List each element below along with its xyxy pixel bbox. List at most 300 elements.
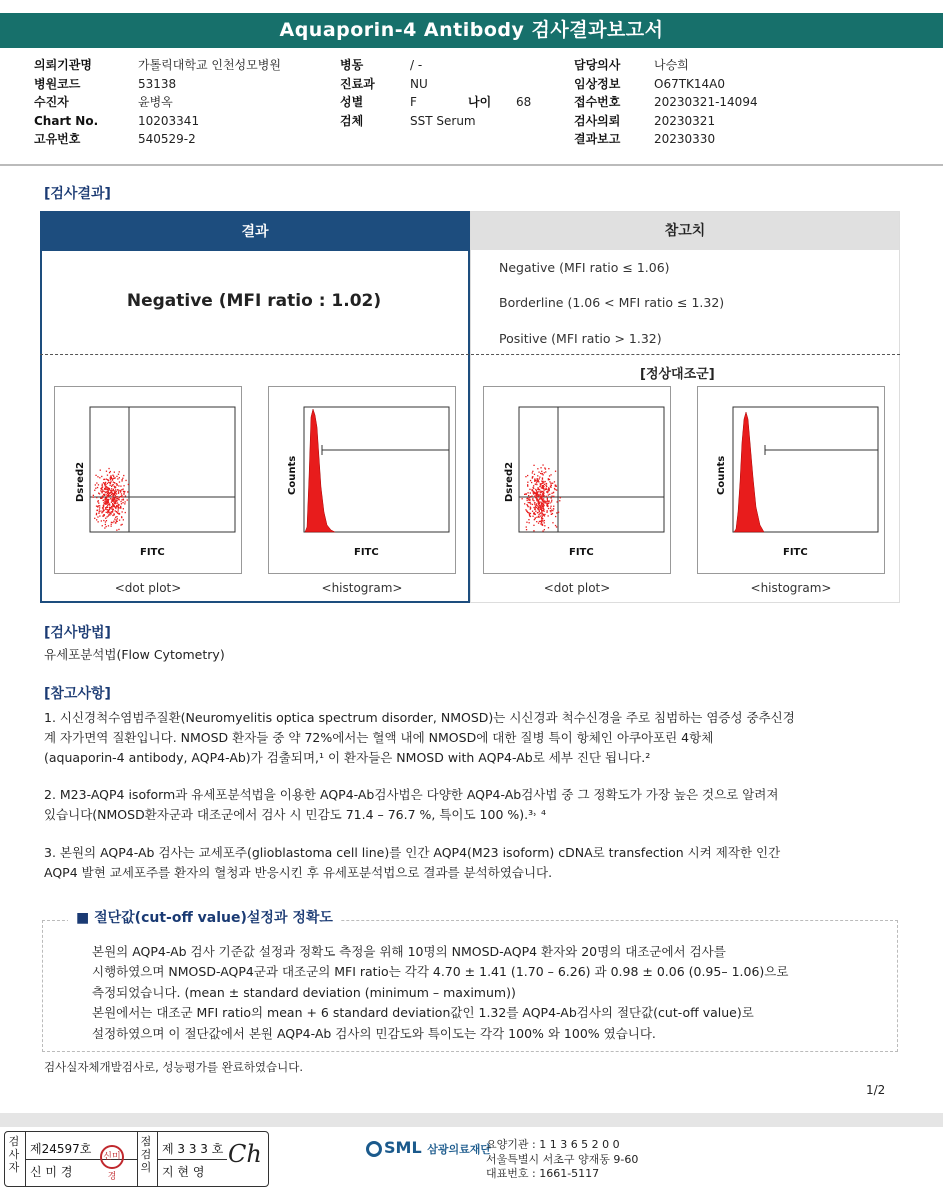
dot bbox=[525, 476, 526, 477]
dot bbox=[535, 480, 536, 481]
checker-number: 제 3 3 3 호 bbox=[162, 1142, 224, 1156]
dot bbox=[118, 507, 119, 508]
report-title: Aquaporin-4 Antibody 검사결과보고서 bbox=[0, 13, 943, 48]
dot bbox=[527, 500, 528, 501]
dot bbox=[116, 520, 117, 521]
dot bbox=[109, 482, 110, 483]
dot bbox=[99, 493, 100, 494]
histogram-peak bbox=[734, 412, 764, 532]
dot bbox=[548, 494, 549, 495]
dot bbox=[531, 490, 532, 491]
dot bbox=[99, 515, 100, 516]
dot bbox=[105, 518, 106, 519]
dot bbox=[120, 490, 121, 491]
dot bbox=[532, 477, 533, 478]
dot bbox=[553, 492, 554, 493]
dot bbox=[116, 491, 117, 492]
dot bbox=[540, 483, 541, 484]
dot bbox=[538, 514, 539, 515]
dot bbox=[542, 494, 543, 495]
dot bbox=[119, 481, 120, 482]
dot bbox=[542, 485, 543, 486]
dot bbox=[93, 495, 94, 496]
dot bbox=[104, 527, 105, 528]
dot bbox=[101, 489, 102, 490]
cutoff-line: 시행하였으며 NMOSD-AQP4군과 대조군의 MFI ratio는 각각 4.70 ± 1.41 (1.70 – 6.26) 과 0.98 ± 0.06 (0.95– 1.06)으로 bbox=[92, 964, 789, 980]
dot bbox=[526, 498, 527, 499]
plot-xlabel: FITC bbox=[140, 547, 165, 558]
info-value: 20230330 bbox=[654, 132, 716, 147]
dot bbox=[528, 495, 529, 496]
dot bbox=[535, 484, 536, 485]
info-value: 20230321 bbox=[654, 113, 716, 128]
plot-ylabel: Counts bbox=[287, 455, 298, 495]
dot bbox=[534, 519, 535, 520]
dot bbox=[114, 487, 115, 488]
dot bbox=[113, 495, 114, 496]
dot bbox=[118, 474, 119, 475]
dot bbox=[120, 501, 121, 502]
dot bbox=[110, 485, 111, 486]
age-value: 68 bbox=[516, 95, 532, 110]
note-line: 2. M23-AQP4 isoform과 유세포분석법을 이용한 AQP4-Ab검사법은 다양한 AQP4-Ab검사법 중 그 정확도가 가장 높은 것으로 알려져 bbox=[44, 787, 779, 802]
dot bbox=[110, 481, 111, 482]
info-label: 진료과 bbox=[340, 76, 375, 91]
dot bbox=[105, 521, 106, 522]
dot bbox=[99, 477, 100, 478]
dot bbox=[538, 517, 539, 518]
info-value: 20230321-14094 bbox=[654, 95, 758, 110]
ref-negative: Negative (MFI ratio ≤ 1.06) bbox=[499, 260, 670, 275]
info-label: 수진자 bbox=[34, 95, 69, 110]
dot bbox=[548, 527, 549, 528]
dot bbox=[542, 491, 543, 492]
dot bbox=[108, 515, 109, 516]
company-logo bbox=[366, 1138, 491, 1157]
dot bbox=[106, 494, 107, 495]
dot bbox=[544, 522, 545, 523]
dot bbox=[536, 517, 537, 518]
dot bbox=[107, 489, 108, 490]
info-value: 나승희 bbox=[654, 58, 689, 72]
info-label: 담당의사 bbox=[574, 58, 621, 72]
dot bbox=[93, 497, 94, 498]
dot bbox=[524, 503, 525, 504]
dot bbox=[542, 530, 543, 531]
note-line: (aquaporin-4 antibody, AQP4-Ab)가 검출되며,¹ 이 환자들은 NMOSD with AQP4-Ab로 세부 진단 됩니다.² bbox=[44, 749, 651, 765]
plot-xlabel: FITC bbox=[569, 547, 594, 558]
dot bbox=[537, 500, 538, 501]
dot bbox=[97, 476, 98, 477]
dot bbox=[123, 475, 124, 476]
dot bbox=[106, 526, 107, 527]
dot bbox=[549, 490, 550, 491]
dot bbox=[550, 483, 551, 484]
dot bbox=[113, 513, 114, 514]
dot bbox=[113, 489, 114, 490]
dot bbox=[117, 496, 118, 497]
dot bbox=[119, 497, 120, 498]
dashed-divider bbox=[40, 354, 900, 355]
histogram-graphic bbox=[698, 387, 884, 573]
dot bbox=[104, 479, 105, 480]
dot bbox=[546, 483, 547, 484]
dot bbox=[527, 486, 528, 487]
dot bbox=[108, 500, 109, 501]
dot bbox=[101, 491, 102, 492]
dot bbox=[112, 475, 113, 476]
dot bbox=[119, 504, 120, 505]
dot bbox=[121, 495, 122, 496]
dot bbox=[558, 512, 559, 513]
info-value: F bbox=[410, 95, 417, 110]
dot-cloud bbox=[522, 464, 561, 531]
dot bbox=[525, 509, 526, 510]
dot bbox=[547, 499, 548, 500]
dot bbox=[111, 494, 112, 495]
patient-info-col3 bbox=[574, 56, 758, 149]
dot bbox=[553, 496, 554, 497]
dot bbox=[536, 494, 537, 495]
dot bbox=[122, 479, 123, 480]
dot bbox=[118, 510, 119, 511]
dot bbox=[105, 487, 106, 488]
dot bbox=[122, 478, 123, 479]
note-line: AQP4 발현 교세포주를 환자의 혈청과 반응시킨 후 유세포분석법으로 결과를 분석하였습니다. bbox=[44, 864, 553, 880]
dot bbox=[111, 522, 112, 523]
ref-positive: Positive (MFI ratio > 1.32) bbox=[499, 331, 662, 346]
dot bbox=[532, 471, 533, 472]
dot bbox=[103, 505, 104, 506]
dot bbox=[107, 493, 108, 494]
dot bbox=[547, 503, 548, 504]
dot bbox=[540, 523, 541, 524]
dot bbox=[106, 471, 107, 472]
dot bbox=[102, 485, 103, 486]
dot bbox=[105, 509, 106, 510]
logo-text: SML bbox=[384, 1138, 422, 1157]
dot bbox=[560, 497, 561, 498]
dot bbox=[111, 524, 112, 525]
histogram-peak bbox=[305, 409, 335, 532]
dot bbox=[100, 511, 101, 512]
dot bbox=[120, 507, 121, 508]
histogram-patient bbox=[268, 386, 456, 574]
section-method-heading: [검사방법] bbox=[44, 625, 111, 641]
dot bbox=[113, 494, 114, 495]
control-group-label: [정상대조군] bbox=[640, 367, 715, 382]
dot bbox=[542, 496, 543, 497]
dot bbox=[545, 471, 546, 472]
dot bbox=[539, 503, 540, 504]
dot bbox=[107, 507, 108, 508]
dot bbox=[116, 505, 117, 506]
dot bbox=[534, 474, 535, 475]
dot bbox=[125, 501, 126, 502]
dot bbox=[127, 499, 128, 500]
dot bbox=[537, 478, 538, 479]
histogram-control bbox=[697, 386, 885, 574]
plot-frame bbox=[90, 407, 235, 532]
signature: Ch bbox=[228, 1140, 262, 1168]
dot bbox=[531, 495, 532, 496]
company-address bbox=[486, 1138, 638, 1182]
dot bbox=[543, 501, 544, 502]
note-line: 계 자가면역 질환입니다. NMOSD 환자들 중 약 72%에서는 혈액 내에 NMOSD에 대한 질병 특이 항체인 아쿠아포린 4항체 bbox=[44, 729, 714, 745]
dot bbox=[553, 508, 554, 509]
dot-plot-graphic bbox=[55, 387, 241, 573]
dot bbox=[538, 491, 539, 492]
dot bbox=[114, 482, 115, 483]
dot bbox=[115, 522, 116, 523]
dot bbox=[113, 521, 114, 522]
dot bbox=[108, 525, 109, 526]
dot bbox=[105, 492, 106, 493]
dot bbox=[111, 488, 112, 489]
info-label: 성별 bbox=[340, 95, 364, 110]
dot bbox=[538, 489, 539, 490]
dot bbox=[107, 475, 108, 476]
dot bbox=[552, 483, 553, 484]
dot bbox=[532, 476, 533, 477]
cutoff-heading: ■ 절단값(cut-off value)설정과 정확도 bbox=[68, 907, 341, 927]
dot bbox=[547, 506, 548, 507]
dot bbox=[536, 521, 537, 522]
dot bbox=[112, 522, 113, 523]
dot bbox=[532, 472, 533, 473]
footer-bar bbox=[0, 1113, 943, 1127]
dot bbox=[530, 492, 531, 493]
dot bbox=[539, 510, 540, 511]
dot bbox=[118, 485, 119, 486]
info-label: 고유번호 bbox=[34, 132, 81, 147]
dot bbox=[103, 500, 104, 501]
dot bbox=[555, 471, 556, 472]
dot bbox=[542, 518, 543, 519]
dot bbox=[105, 524, 106, 525]
dot bbox=[107, 512, 108, 513]
dot bbox=[550, 511, 551, 512]
dot bbox=[536, 496, 537, 497]
tester-name: 신 미 경 bbox=[30, 1165, 73, 1179]
dot bbox=[529, 502, 530, 503]
dot bbox=[555, 525, 556, 526]
dot bbox=[551, 493, 552, 494]
dot bbox=[98, 513, 99, 514]
dot-plot-graphic bbox=[484, 387, 670, 573]
tester-number: 제24597호 bbox=[30, 1142, 92, 1156]
dot bbox=[538, 481, 539, 482]
age-label: 나이 bbox=[468, 95, 492, 110]
dot bbox=[544, 472, 545, 473]
dot bbox=[542, 513, 543, 514]
plot-ylabel: Dsred2 bbox=[75, 461, 86, 502]
dot bbox=[538, 508, 539, 509]
dot bbox=[548, 479, 549, 480]
dot bbox=[549, 481, 550, 482]
dot bbox=[104, 510, 105, 511]
dot bbox=[113, 500, 114, 501]
dot bbox=[537, 512, 538, 513]
plot-frame bbox=[304, 407, 449, 532]
dot bbox=[107, 479, 108, 480]
seal-stamp: 신미경 bbox=[100, 1145, 124, 1169]
dot bbox=[541, 471, 542, 472]
info-value: 가톨릭대학교 인천성모병원 bbox=[138, 58, 281, 72]
dot bbox=[551, 510, 552, 511]
dot bbox=[534, 504, 535, 505]
dot bbox=[127, 491, 128, 492]
dot bbox=[537, 492, 538, 493]
dot bbox=[528, 519, 529, 520]
dot bbox=[528, 502, 529, 503]
dot bbox=[96, 513, 97, 514]
dot bbox=[548, 468, 549, 469]
dot bbox=[535, 511, 536, 512]
dot bbox=[109, 503, 110, 504]
dot bbox=[550, 506, 551, 507]
dot bbox=[535, 517, 536, 518]
info-label: 임상정보 bbox=[574, 76, 621, 91]
dot bbox=[123, 519, 124, 520]
dot bbox=[545, 481, 546, 482]
dot bbox=[541, 498, 542, 499]
dot bbox=[115, 510, 116, 511]
dot bbox=[97, 487, 98, 488]
dot bbox=[101, 520, 102, 521]
dot bbox=[102, 497, 103, 498]
note-line: 1. 시신경척수염범주질환(Neuromyelitis optica spectrum disorder, NMOSD)는 시신경과 척수신경을 주로 침범하는 염증성 중추신경 bbox=[44, 710, 795, 725]
dot bbox=[115, 507, 116, 508]
dot bbox=[103, 520, 104, 521]
dot bbox=[542, 483, 543, 484]
dot bbox=[534, 495, 535, 496]
dot bbox=[540, 494, 541, 495]
dot bbox=[529, 522, 530, 523]
dot bbox=[546, 512, 547, 513]
dot bbox=[97, 516, 98, 517]
plot-xlabel: FITC bbox=[354, 547, 379, 558]
info-value: O67TK14A0 bbox=[654, 76, 726, 91]
dot bbox=[96, 514, 97, 515]
dot bbox=[121, 493, 122, 494]
dot-cloud bbox=[93, 468, 129, 531]
dot-plot-patient bbox=[54, 386, 242, 574]
dot bbox=[116, 498, 117, 499]
dot bbox=[104, 503, 105, 504]
dot bbox=[550, 487, 551, 488]
dot bbox=[121, 480, 122, 481]
dot bbox=[547, 492, 548, 493]
dot bbox=[115, 499, 116, 500]
dot bbox=[540, 516, 541, 517]
dot bbox=[537, 468, 538, 469]
dot bbox=[109, 489, 110, 490]
plot-caption: <dot plot> bbox=[543, 581, 611, 595]
dot bbox=[534, 502, 535, 503]
dot bbox=[108, 482, 109, 483]
dot bbox=[102, 525, 103, 526]
dot bbox=[528, 506, 529, 507]
dot bbox=[115, 496, 116, 497]
dot bbox=[106, 498, 107, 499]
dot bbox=[98, 484, 99, 485]
dot bbox=[108, 494, 109, 495]
info-value: 윤병옥 bbox=[138, 95, 173, 110]
plot-ylabel: Dsred2 bbox=[504, 461, 515, 502]
dot bbox=[525, 493, 526, 494]
dot bbox=[121, 503, 122, 504]
note-1 bbox=[44, 708, 795, 767]
dot bbox=[125, 512, 126, 513]
dot bbox=[105, 482, 106, 483]
dot bbox=[536, 507, 537, 508]
info-value: NU bbox=[410, 76, 428, 91]
dot bbox=[534, 512, 535, 513]
dot bbox=[551, 501, 552, 502]
section-notes-heading: [참고사항] bbox=[44, 686, 111, 702]
dot bbox=[101, 476, 102, 477]
dot bbox=[106, 520, 107, 521]
dot bbox=[111, 507, 112, 508]
cutoff-line: 측정되었습니다. (mean ± standard deviation (minimum – maximum)) bbox=[92, 984, 516, 1000]
dot bbox=[540, 512, 541, 513]
dot bbox=[111, 526, 112, 527]
dot bbox=[544, 484, 545, 485]
dot bbox=[539, 495, 540, 496]
dot bbox=[539, 505, 540, 506]
dot bbox=[117, 513, 118, 514]
dot bbox=[99, 509, 100, 510]
dot bbox=[114, 506, 115, 507]
dot bbox=[119, 520, 120, 521]
dot bbox=[123, 489, 124, 490]
dot bbox=[118, 513, 119, 514]
dot bbox=[110, 507, 111, 508]
info-value: SST Serum bbox=[410, 113, 476, 128]
dot bbox=[110, 495, 111, 496]
dot bbox=[120, 524, 121, 525]
dot bbox=[114, 490, 115, 491]
dot bbox=[539, 521, 540, 522]
dot bbox=[114, 486, 115, 487]
dot bbox=[98, 503, 99, 504]
patient-info-col2 bbox=[340, 56, 531, 130]
plot-caption: <histogram> bbox=[321, 581, 403, 595]
dot bbox=[546, 486, 547, 487]
dot bbox=[526, 510, 527, 511]
dot bbox=[112, 480, 113, 481]
dot bbox=[527, 482, 528, 483]
dot bbox=[543, 493, 544, 494]
dot bbox=[544, 520, 545, 521]
info-label: 결과보고 bbox=[574, 132, 621, 147]
dot bbox=[119, 477, 120, 478]
dot bbox=[109, 493, 110, 494]
dot bbox=[545, 468, 546, 469]
dot bbox=[125, 495, 126, 496]
section-result-heading: [검사결과] bbox=[44, 186, 111, 202]
dot bbox=[108, 510, 109, 511]
dot bbox=[113, 497, 114, 498]
info-value: / - bbox=[410, 58, 423, 72]
dot bbox=[122, 502, 123, 503]
dot bbox=[535, 497, 536, 498]
dot bbox=[116, 516, 117, 517]
dot bbox=[532, 516, 533, 517]
dot bbox=[96, 482, 97, 483]
dot bbox=[549, 475, 550, 476]
